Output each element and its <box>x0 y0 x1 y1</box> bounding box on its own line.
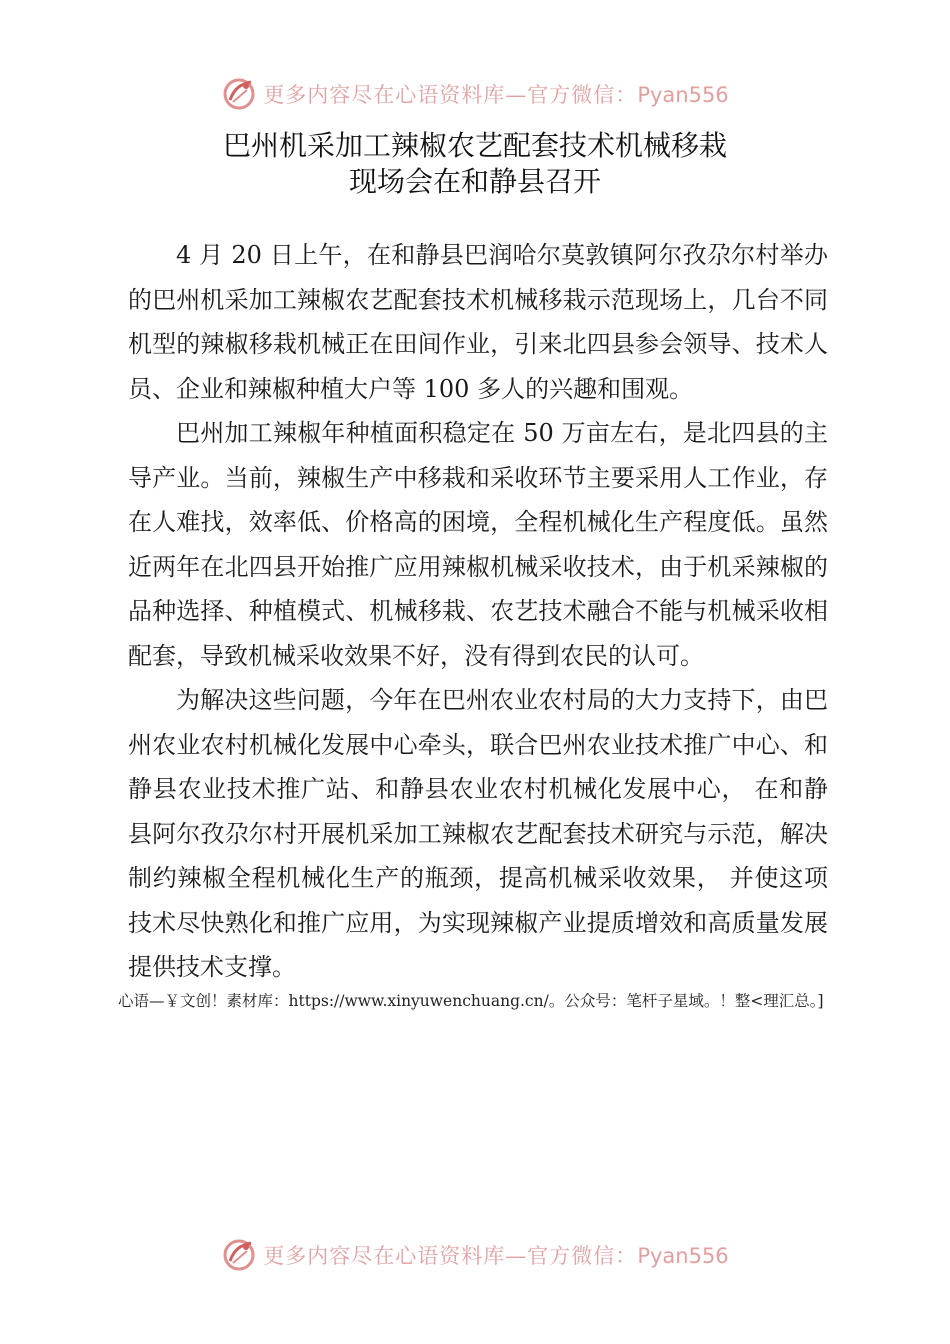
document-body <box>128 233 828 990</box>
title-line-1: 巴州机采加工辣椒农艺配套技术机械移栽 <box>222 129 727 162</box>
source-note: 心语—￥文创！素材库：https://www.xinyuwenchuang.cn/。公众号：笔杆子星域。！整<理汇总。] <box>118 992 824 1010</box>
document-title <box>0 128 950 200</box>
title-line-2: 现场会在和静县召开 <box>348 165 601 198</box>
logo-icon <box>221 1237 257 1273</box>
paragraph-1: 4 月 20 日上午，在和静县巴润哈尔莫敦镇阿尔孜尕尔村举办的巴州机采加工辣椒农艺配套技术机械移栽示范现场上，几台不同机型的辣椒移栽机械正在田间作业，引来北四县参会领导、技术人员、企业和辣椒种植大户等 100 多人的兴趣和围观。 <box>128 241 828 403</box>
watermark-text: 更多内容尽在心语资料库—官方微信：Pyan556 <box>263 1244 729 1268</box>
paragraph-3: 为解决这些问题，今年在巴州农业农村局的大力支持下，由巴州农业农村机械化发展中心牵头，联合巴州农业技术推广中心、和静县农业技术推广站、和静县农业农村机械化发展中心， 在和静县阿尔孜尕尔村开展机采加工辣椒农艺配套技术研究与示范，解决制约辣椒全程机械化生产的瓶颈，提高机械采收效果， 并使这项技术尽快熟化和推广应用，为实现辣椒产业提质增效和高质量发展提供技术支撑。 <box>128 686 828 981</box>
watermark-text: 更多内容尽在心语资料库—官方微信：Pyan556 <box>263 83 729 107</box>
watermark-wechat-id: Pyan556 <box>637 83 729 107</box>
logo-icon <box>221 76 257 112</box>
watermark-footer <box>0 1233 950 1277</box>
paragraph-2: 巴州加工辣椒年种植面积稳定在 50 万亩左右，是北四县的主导产业。当前，辣椒生产中移栽和采收环节主要采用人工作业，存在人难找，效率低、价格高的困境，全程机械化生产程度低。虽然近两年在北四县开始推广应用辣椒机械采收技术，由于机采辣椒的品种选择、种植模式、机械移栽、农艺技术融合不能与机械采收相配套，导致机械采收效果不好，没有得到农民的认可。 <box>128 419 828 670</box>
watermark-header <box>0 72 950 116</box>
watermark-wechat-id: Pyan556 <box>637 1244 729 1268</box>
